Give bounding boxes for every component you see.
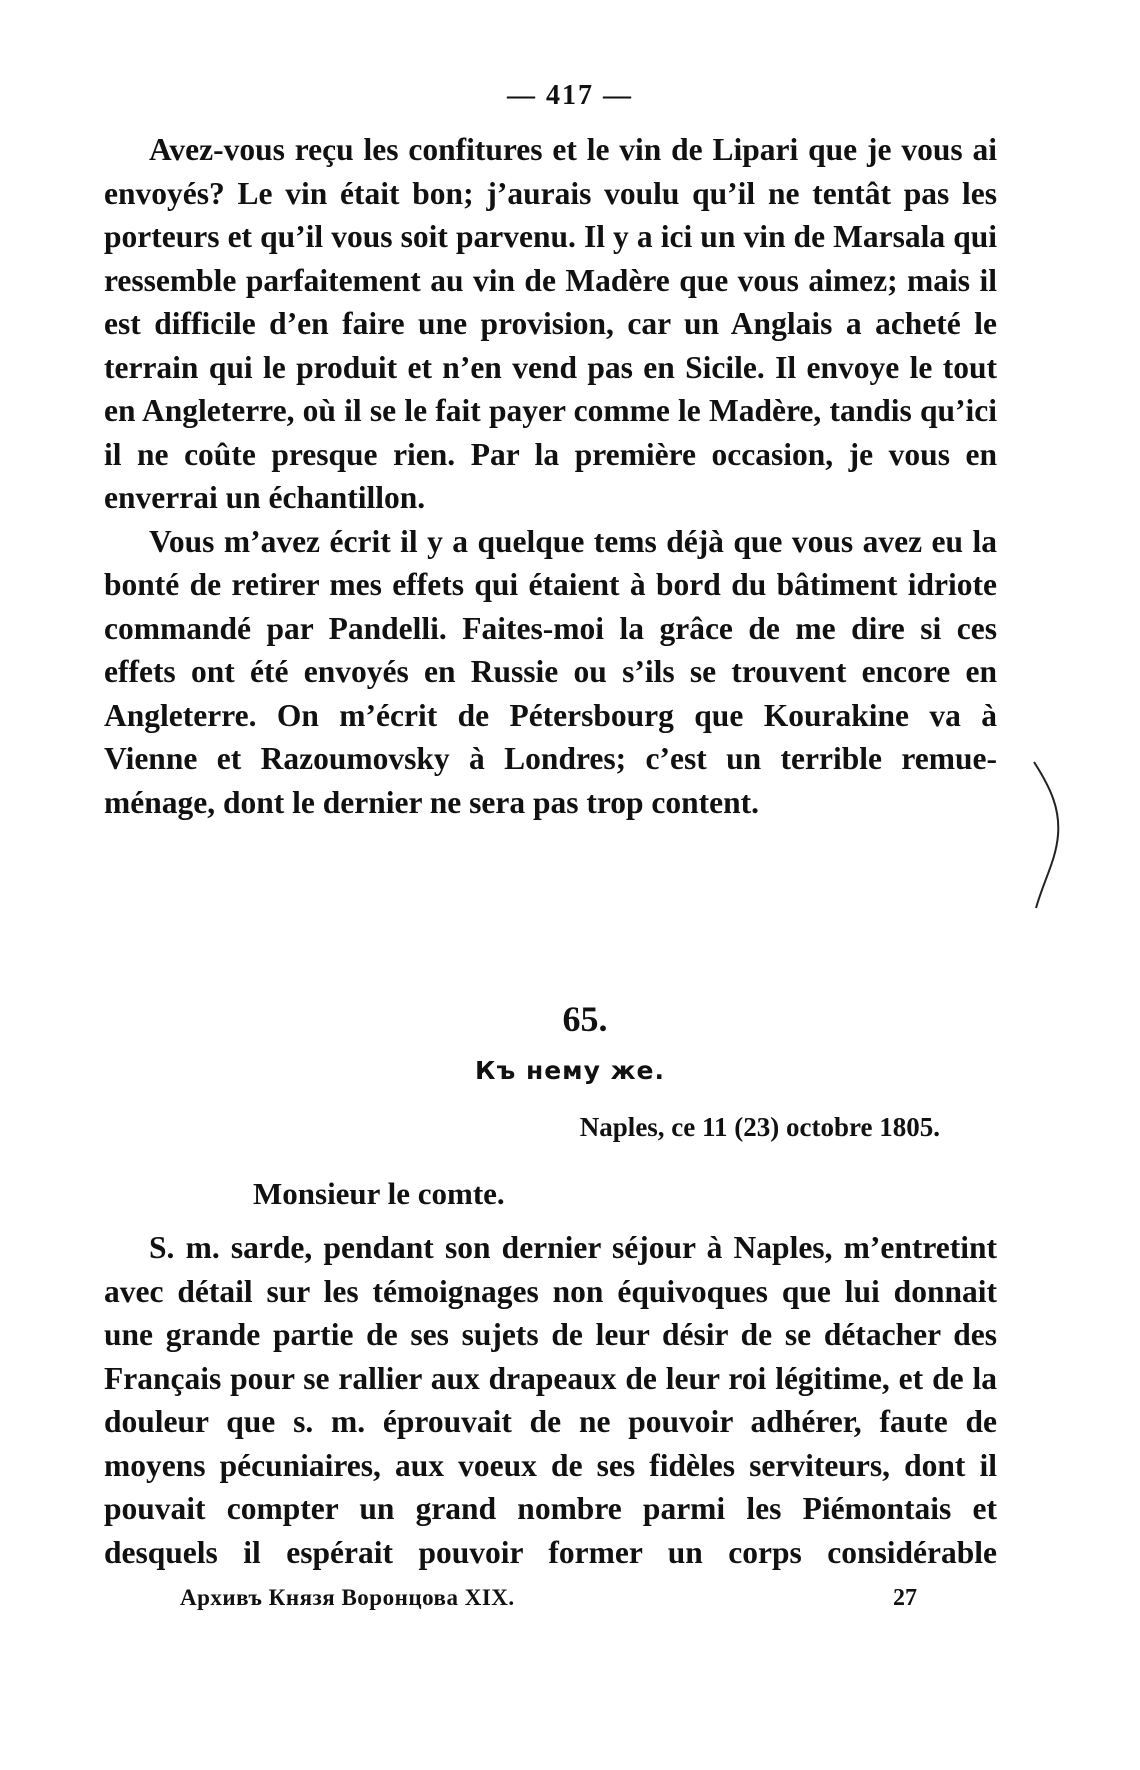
margin-bracket-mark <box>1030 760 1070 910</box>
paragraph: Avez-vous reçu les confitures et le vin de Lipari que je vous ai envoyés? Le vin était bon; j’aurais voulu qu’il ne tentât pas les porteurs et qu’il vous soit parvenu. Il y a ici un vin de Marsala qui ressemble parfaitement au vin de Madère que vous aimez; mais il est difficile d’en faire une provision, car un Anglais a acheté le terrain qui le produit et n’en vend pas en Sicile. Il envoye le tout en Angleterre, où il se le fait payer comme le Madère, tandis qu’ici il ne coûte presque rien. Par la première occasion, je vous en enverrai un échantillon. <box>104 132 997 515</box>
letter-number: 65. <box>562 999 608 1039</box>
footer-source: Архивъ Князя Воронцова XIX. <box>180 1585 515 1610</box>
text-block-top <box>104 128 997 824</box>
page-number: — 417 — <box>507 80 633 111</box>
letter-dateline: Naples, ce 11 (23) octobre 1805. <box>579 1112 940 1142</box>
paragraph: Vous m’avez écrit il y a quelque tems déjà que vous avez eu la bonté de retirer mes effets qui étaient à bord du bâtiment idriote commandé par Pandelli. Faites-moi la grâce de me dire si ces effets ont été envoyés en Russie ou s’ils se trouvent encore en Angleterre. On m’écrit de Pétersbourg que Kourakine va à Vienne et Razoumovsky à Londres; c’est un terrible remue-ménage, dont le dernier ne sera pas trop content. <box>104 523 997 820</box>
paragraph: S. m. sarde, pendant son dernier séjour à Naples, m’entretint avec détail sur les témoignages non équivoques que lui donnait une grande partie de ses sujets de leur désir de se détacher des Français pour se rallier aux drapeaux de leur roi légitime, et de la douleur que s. m. éprouvait de ne pouvoir adhérer, faute de moyens pécuniaires, aux voeux de ses fidèles serviteurs, dont il pouvait compter un grand nombre parmi les Piémontais et desquels il espérait pouvoir former un corps considérable <box>104 1230 997 1570</box>
letter-addressee: Къ нему же. <box>475 1056 665 1085</box>
letter-salutation: Monsieur le comte. <box>253 1176 505 1211</box>
footer-signature-mark: 27 <box>893 1585 917 1611</box>
text-block-letter <box>104 1226 997 1574</box>
